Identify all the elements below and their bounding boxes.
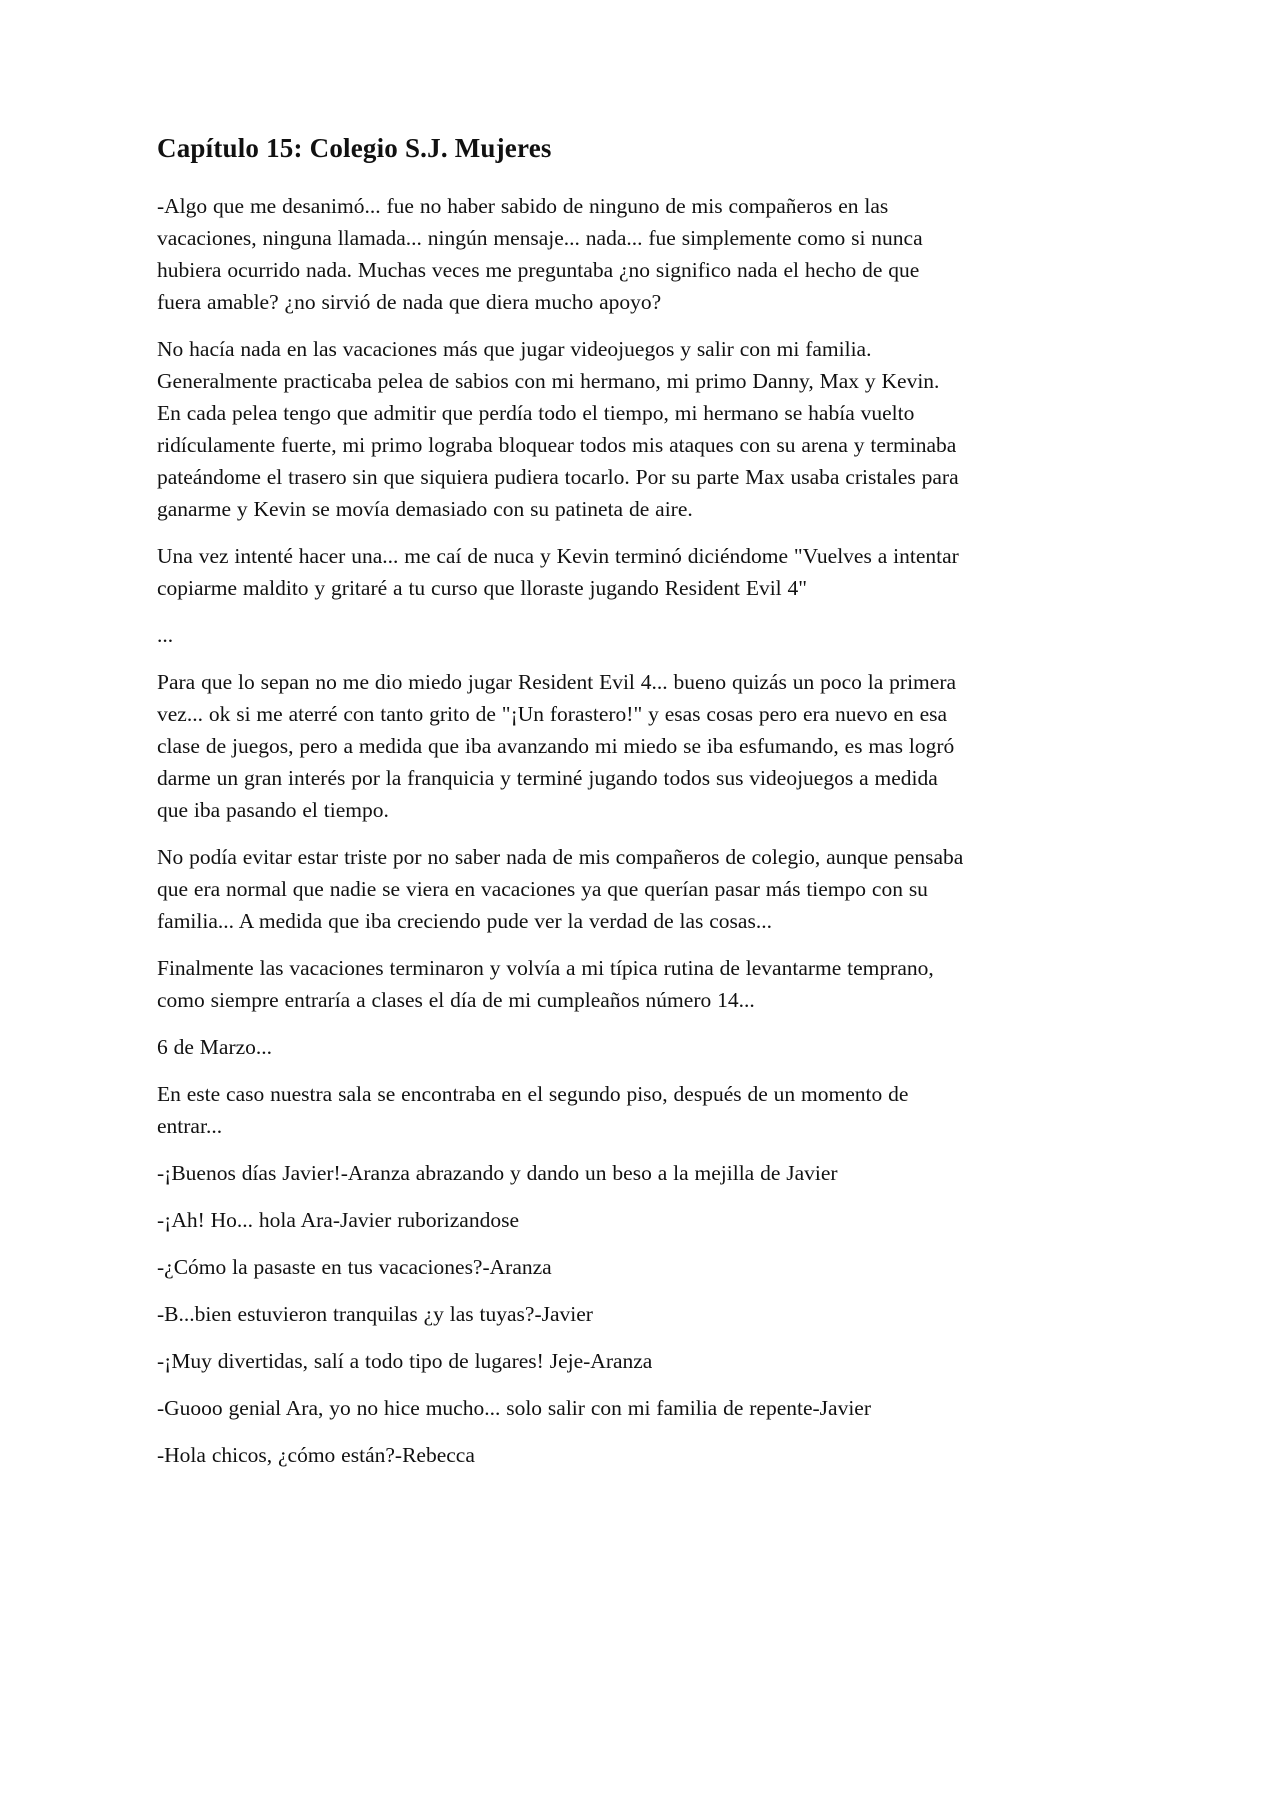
document-content [157,133,969,1486]
paragraph: No podía evitar estar triste por no saber nada de mis compañeros de colegio, aunque pensaba que era normal que nadie se viera en vacaciones ya que querían pasar más tiempo con su familia... A medida que iba creciendo pude ver la verdad de las cosas... [157,845,964,933]
paragraph: -¡Ah! Ho... hola Ara-Javier ruborizandose [157,1208,519,1232]
paragraph: -¿Cómo la pasaste en tus vacaciones?-Aranza [157,1255,552,1279]
paragraph: -Guooo genial Ara, yo no hice mucho... solo salir con mi familia de repente-Javier [157,1396,871,1420]
paragraph: ... [157,623,174,647]
chapter-title: Capítulo 15: Colegio S.J. Mujeres [157,133,552,163]
paragraph: -Algo que me desanimó... fue no haber sabido de ninguno de mis compañeros en las vacaciones, ninguna llamada... ningún mensaje... nada... fue simplemente como si nunca hubiera ocurrido nada. Muchas veces me preguntaba ¿no significo nada el hecho de que fuera amable? ¿no sirvió de nada que diera mucho apoyo? [157,194,923,314]
paragraph: -¡Muy divertidas, salí a todo tipo de lugares! Jeje-Aranza [157,1349,653,1373]
paragraph: Una vez intenté hacer una... me caí de nuca y Kevin terminó diciéndome "Vuelves a intentar copiarme maldito y gritaré a tu curso que lloraste jugando Resident Evil 4" [157,544,959,600]
paragraph: -¡Buenos días Javier!-Aranza abrazando y dando un beso a la mejilla de Javier [157,1161,838,1185]
paragraph: En este caso nuestra sala se encontraba en el segundo piso, después de un momento de entrar... [157,1082,909,1138]
paragraph: -B...bien estuvieron tranquilas ¿y las tuyas?-Javier [157,1302,593,1326]
paragraph: 6 de Marzo... [157,1035,273,1059]
paragraph: Finalmente las vacaciones terminaron y volvía a mi típica rutina de levantarme temprano, como siempre entraría a clases el día de mi cumpleaños número 14... [157,956,934,1012]
paragraph: -Hola chicos, ¿cómo están?-Rebecca [157,1443,475,1467]
paragraph: Para que lo sepan no me dio miedo jugar Resident Evil 4... bueno quizás un poco la primera vez... ok si me aterré con tanto grito de "¡Un forastero!" y esas cosas pero era nuevo en esa clase de juegos, pero a medida que iba avanzando mi miedo se iba esfumando, es mas logró darme un gran interés por la franquicia y terminé jugando todos sus videojuegos a medida que iba pasando el tiempo. [157,670,957,822]
paragraph: No hacía nada en las vacaciones más que jugar videojuegos y salir con mi familia. Generalmente practicaba pelea de sabios con mi hermano, mi primo Danny, Max y Kevin. En cada pelea tengo que admitir que perdía todo el tiempo, mi hermano se había vuelto ridículamente fuerte, mi primo lograba bloquear todos mis ataques con su arena y terminaba pateándome el trasero sin que siquiera pudiera tocarlo. Por su parte Max usaba cristales para ganarme y Kevin se movía demasiado con su patineta de aire. [157,337,959,521]
